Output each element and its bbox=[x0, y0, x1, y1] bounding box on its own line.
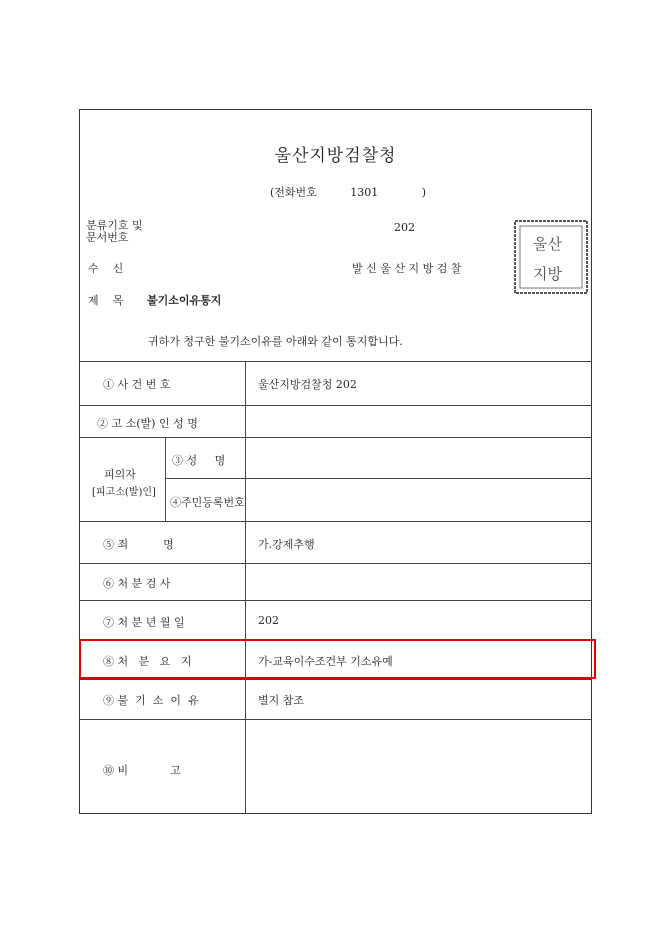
table-rule bbox=[79, 600, 592, 601]
disposition-summary-value: 가-교육이수조건부 기소유예 bbox=[258, 655, 393, 668]
disposition-summary-label: ⑧ 처 분 요 지 bbox=[103, 655, 192, 668]
table-rule bbox=[79, 719, 592, 720]
table-rule bbox=[79, 521, 592, 522]
sender: 발 신 울 산 지 방 검 찰 bbox=[352, 262, 462, 275]
non-prosecution-reason-label: ⑨ 불 기 소 이 유 bbox=[103, 694, 199, 707]
table-rule bbox=[165, 478, 592, 479]
phone-label: (전화번호 bbox=[270, 186, 317, 199]
class-label-2: 문서번호 bbox=[86, 231, 129, 244]
doc-number: 202 bbox=[394, 221, 415, 234]
phone-close: ) bbox=[421, 186, 427, 199]
complainant-label: ② 고 소(발) 인 성 명 bbox=[97, 417, 198, 430]
table-column-rule bbox=[245, 361, 246, 814]
official-seal-icon bbox=[513, 219, 589, 295]
crime-label: ⑤ 죄 명 bbox=[103, 538, 174, 551]
table-rule bbox=[79, 679, 592, 680]
case-number-value: 울산지방검찰청 202 bbox=[258, 378, 357, 391]
disposition-date-label: ⑦ 처 분 년 월 일 bbox=[103, 616, 185, 629]
remarks-label: ⑩ 비 고 bbox=[103, 764, 181, 777]
table-rule bbox=[79, 405, 592, 406]
subject-label: 제 목 bbox=[88, 294, 124, 307]
class-label-1: 분류기호 및 bbox=[86, 219, 143, 232]
seal-char-1: 울산 bbox=[533, 235, 562, 253]
suspect-group-label: 피의자 bbox=[104, 468, 136, 481]
table-rule bbox=[79, 563, 592, 564]
table-column-rule bbox=[165, 437, 166, 521]
prosecutor-label: ⑥ 처 분 검 사 bbox=[103, 577, 171, 590]
phone-number: 1301 bbox=[350, 186, 379, 199]
suspect-group-sublabel: [피고소(발)인] bbox=[92, 487, 156, 498]
intro-text: 귀하가 청구한 불기소이유를 아래와 같이 통지합니다. bbox=[148, 335, 403, 348]
table-rule bbox=[79, 640, 592, 641]
case-number-label: ① 사 건 번 호 bbox=[103, 378, 171, 391]
disposition-date-value: 202 bbox=[258, 614, 279, 627]
table-rule bbox=[79, 361, 592, 362]
phone-line bbox=[270, 184, 426, 200]
table-rule bbox=[79, 437, 592, 438]
suspect-id-label: ④주민등록번호 bbox=[170, 496, 245, 509]
crime-value: 가.강제추행 bbox=[258, 538, 315, 551]
document-frame bbox=[79, 109, 592, 814]
suspect-name-label: ③ 성 명 bbox=[172, 454, 226, 467]
subject: 불기소이유통지 bbox=[147, 294, 222, 307]
non-prosecution-reason-value: 별지 참조 bbox=[258, 694, 305, 707]
recipient-label: 수 신 bbox=[88, 262, 124, 275]
seal-char-2: 지방 bbox=[533, 265, 562, 283]
agency-title: 울산지방검찰청 bbox=[274, 146, 397, 166]
